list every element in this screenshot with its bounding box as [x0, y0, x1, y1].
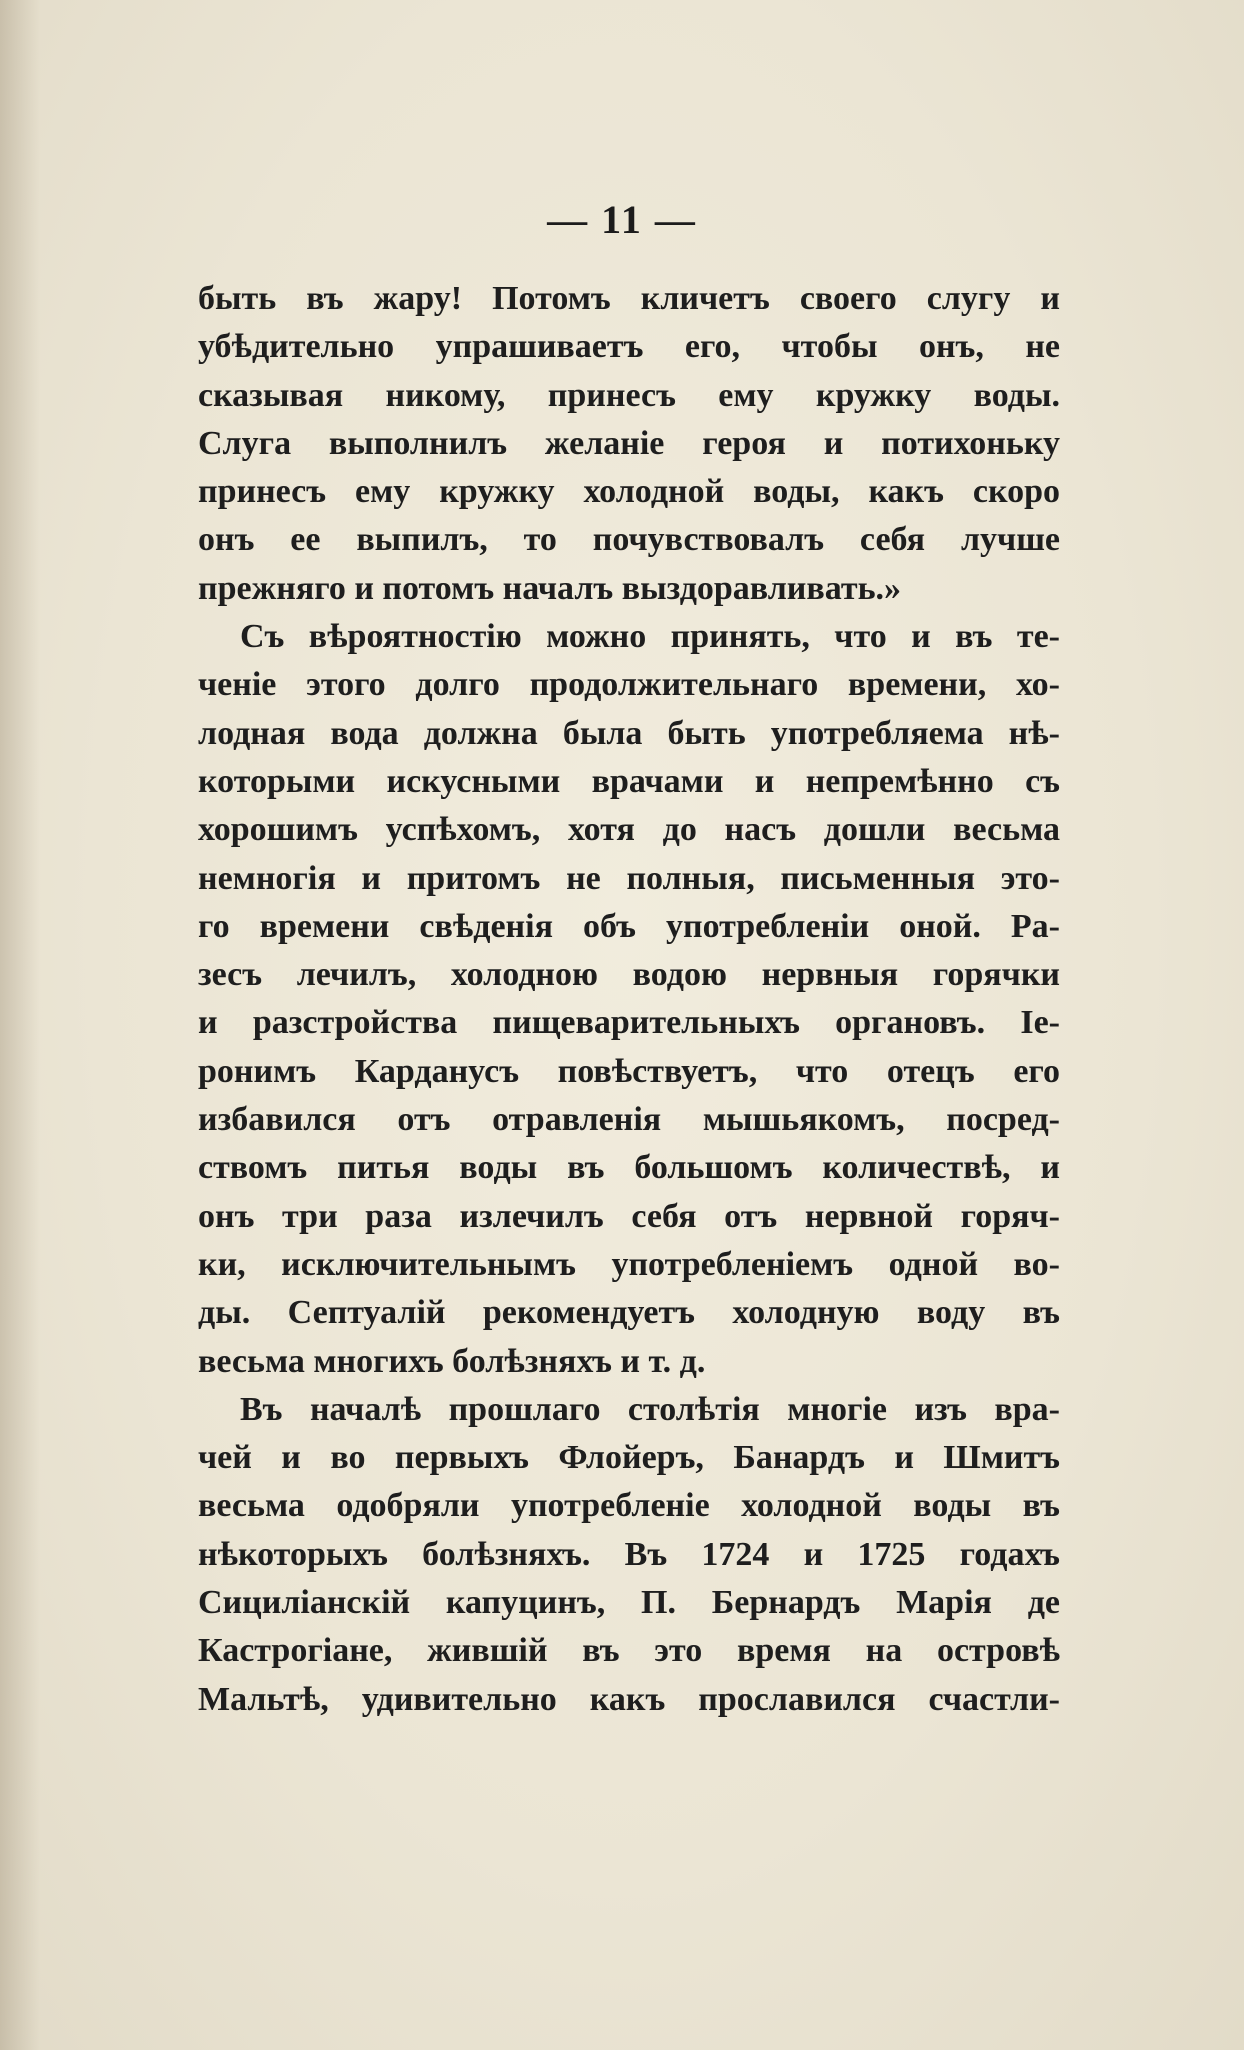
text-line: ды. Септуалій рекомендуетъ холодную воду въ: [198, 1294, 1060, 1332]
text-line: ченіе этого долго продолжительнаго времени, хо-: [198, 666, 1060, 704]
text-line: сказывая никому, принесъ ему кружку воды.: [198, 376, 1060, 414]
page-number: — 11 —: [547, 197, 697, 242]
text-line: Съ вѣроятностію можно принять, что и въ те-: [240, 618, 1060, 656]
text-line: весьма одобряли употребленіе холодной воды въ: [198, 1487, 1060, 1525]
text-line: онъ ее выпилъ, то почувствовалъ себя лучше: [198, 521, 1060, 559]
text-line: ки, исключительнымъ употребленіемъ одной во-: [198, 1245, 1060, 1283]
text-line: весьма многихъ болѣзняхъ и т. д.: [198, 1342, 706, 1380]
text-line: и разстройства пищеварительныхъ органовъ. Іе-: [198, 1004, 1060, 1042]
body-text: [198, 275, 1060, 1724]
text-line: го времени свѣденія объ употребленіи оной. Ра-: [198, 907, 1060, 945]
text-line: немногія и притомъ не полныя, письменныя это-: [198, 859, 1060, 897]
text-line: чей и во первыхъ Флойеръ, Банардъ и Шмитъ: [198, 1439, 1060, 1477]
text-line: убѣдительно упрашиваетъ его, чтобы онъ, не: [198, 328, 1060, 366]
text-line: Въ началѣ прошлаго столѣтія многіе изъ вра-: [240, 1390, 1060, 1428]
text-line: зесъ лечилъ, холодною водою нервныя горячки: [198, 956, 1060, 994]
text-line: лодная вода должна была быть употребляема нѣ-: [198, 714, 1060, 752]
text-line: ствомъ питья воды въ большомъ количествѣ, и: [198, 1149, 1060, 1187]
text-line: избавился отъ отравленія мышьякомъ, посред-: [198, 1101, 1060, 1139]
text-line: прежняго и потомъ началъ выздоравливать.»: [198, 569, 902, 607]
text-line: онъ три раза излечилъ себя отъ нервной горяч-: [198, 1197, 1060, 1235]
text-line: быть въ жару! Потомъ кличетъ своего слугу и: [198, 280, 1060, 317]
text-line: Слуга выполнилъ желаніе героя и потихоньку: [198, 424, 1060, 462]
text-line: ронимъ Карданусъ повѣствуетъ, что отецъ его: [198, 1052, 1060, 1090]
text-line: принесъ ему кружку холодной воды, какъ скоро: [198, 473, 1060, 511]
text-line: которыми искусными врачами и непремѣнно съ: [198, 762, 1060, 800]
text-line: Мальтѣ, удивительно какъ прославился счастли-: [198, 1680, 1060, 1718]
text-line: нѣкоторыхъ болѣзняхъ. Въ 1724 и 1725 годахъ: [198, 1535, 1060, 1573]
text-line: хорошимъ успѣхомъ, хотя до насъ дошли весьма: [198, 811, 1060, 849]
text-line: Кастрогіане, жившій въ это время на островѣ: [198, 1632, 1060, 1670]
text-line: Сициліанскій капуцинъ, П. Бернардъ Марія де: [198, 1584, 1060, 1622]
page-shadow: [0, 0, 40, 2050]
